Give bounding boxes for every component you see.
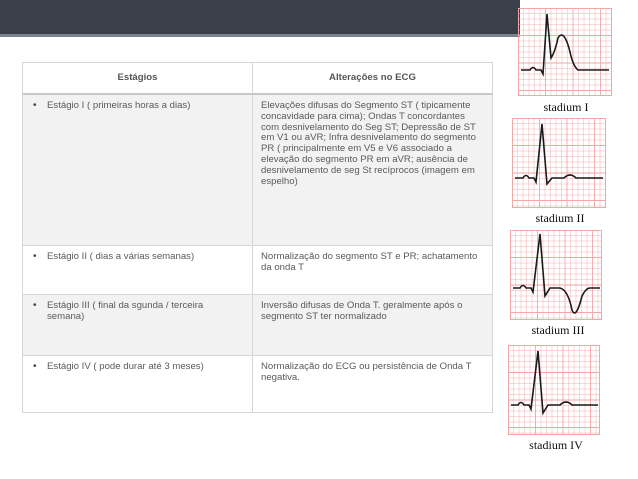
ecg-trace	[515, 124, 603, 184]
stage-cell	[23, 356, 253, 413]
stage-label: Estágio II ( dias a várias semanas)	[47, 251, 195, 262]
header-ecg-changes: Alterações no ECG	[253, 63, 493, 95]
ecg-stadium-4-image	[508, 345, 600, 435]
ecg-grid	[512, 118, 606, 208]
ecg-grid	[518, 8, 612, 96]
stage-cell	[23, 246, 253, 295]
bullet-icon: •	[33, 300, 37, 311]
ecg-changes-text: Normalização do ECG ou persistência de Onda T negativa.	[253, 356, 493, 413]
table-row	[23, 295, 493, 356]
bullet-icon: •	[33, 251, 37, 262]
slide-header-bar	[0, 0, 520, 34]
table-row	[23, 246, 493, 295]
ecg-grid	[508, 345, 600, 435]
ecg-changes-text: Elevações difusas do Segmento ST ( tipicamente concavidade para cima); Ondas T concordantes com desnivelamento do Seg ST; Depressão de ST em V1 ou aVR; Infra desnivelamento do segmento PR ( principalmente em V5 e V6 associado a elevação do segmento PR em aVR; ausência de desnivelamento de seg St recíprocos (imagem em espelho)	[253, 94, 493, 246]
ecg-stadium-2-image	[512, 118, 606, 208]
stadium-2-caption: stadium II	[535, 211, 585, 225]
stage-label: Estágio I ( primeiras horas a dias)	[47, 100, 191, 111]
ecg-grid	[510, 230, 602, 320]
ecg-stadium-3-image	[510, 230, 602, 320]
ecg-changes-text: Normalização do segmento ST e PR; achatamento da onda T	[253, 246, 493, 295]
stadium-4-caption: stadium IV	[529, 438, 583, 452]
stadium-1-caption: stadium I	[543, 100, 589, 114]
table-row	[23, 356, 493, 413]
header-stages: Estágios	[23, 63, 253, 95]
stage-label: Estágio IV ( pode durar até 3 meses)	[47, 361, 204, 372]
ecg-changes-text: Inversão difusas de Onda T. geralmente após o segmento ST ter normalizado	[253, 295, 493, 356]
table-row	[23, 94, 493, 246]
stadium-3-caption: stadium III	[531, 323, 585, 337]
slide-header-accent	[0, 34, 520, 37]
stage-label: Estágio III ( final da sgunda / terceira semana)	[47, 300, 204, 322]
stage-cell	[23, 295, 253, 356]
ecg-stadium-1-image	[518, 8, 612, 96]
ecg-trace	[521, 14, 609, 74]
stages-table	[22, 62, 493, 413]
stage-cell	[23, 94, 253, 246]
bullet-icon: •	[33, 361, 37, 372]
bullet-icon: •	[33, 100, 37, 111]
